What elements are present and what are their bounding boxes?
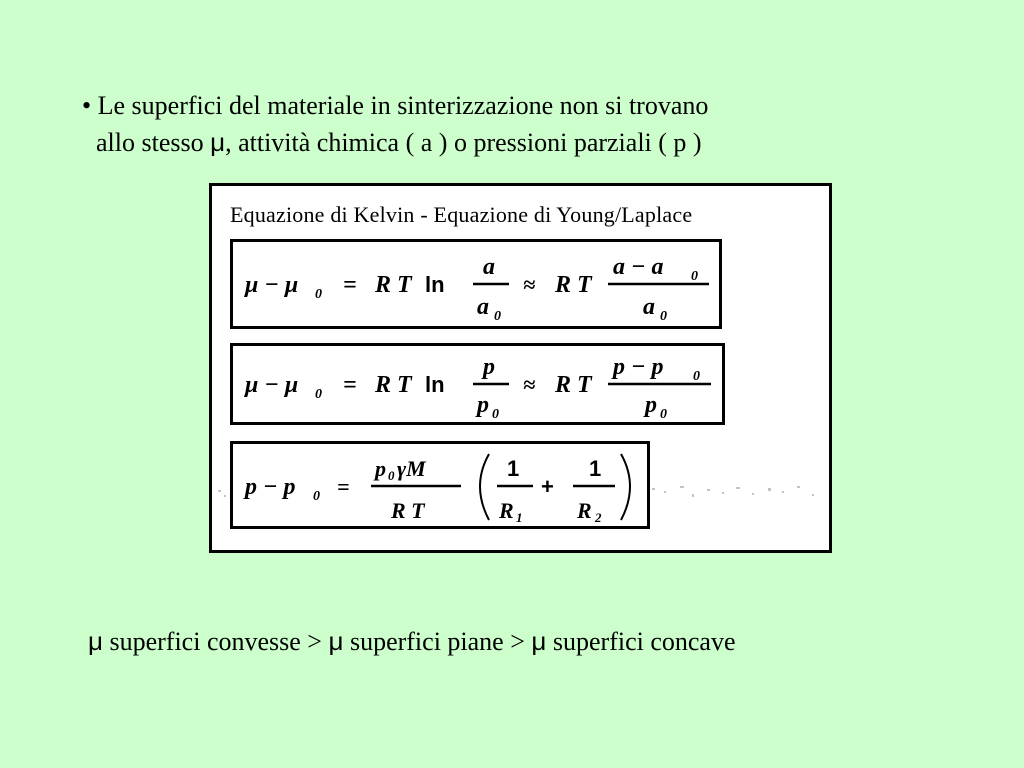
eq2-den: p: [477, 392, 489, 418]
eq3-r2: R: [577, 498, 592, 523]
eq3-r2-sub: 2: [595, 510, 602, 525]
eq1-den2-sub: 0: [660, 309, 667, 324]
eq1-num: a: [483, 254, 495, 280]
bullet-text: [82, 88, 708, 161]
bullet-line1-text: Le superfici del materiale in sinterizzazione non si trovano: [97, 91, 709, 120]
eq1-num2-sub: 0: [691, 269, 698, 284]
right-paren: [621, 454, 630, 520]
equations-figure: [209, 183, 832, 553]
eq2-lhs-sub: 0: [315, 387, 322, 402]
footer-text-1: superfici convesse >: [102, 627, 329, 656]
eq2-num2: p − p: [613, 354, 664, 380]
eq1-rt: R T: [375, 272, 412, 298]
equation-3-svg: [233, 444, 647, 526]
eq2-lhs: μ − μ: [245, 372, 299, 398]
eq3-num-rest: γM: [397, 456, 426, 481]
eq1-den: a: [477, 294, 489, 320]
left-paren: [480, 454, 489, 520]
eq3-r1-sub: 1: [516, 510, 523, 525]
eq3-den: R T: [391, 498, 425, 523]
mu-symbol-1: μ: [88, 626, 103, 656]
eq2-approx: ≈: [523, 372, 536, 397]
eq2-den-sub: 0: [492, 407, 499, 422]
kelvin-equation-activity: [230, 239, 722, 329]
eq3-num: p: [375, 456, 386, 481]
eq2-num2-sub: 0: [693, 369, 700, 384]
eq1-lhs-sub: 0: [315, 287, 322, 302]
eq2-ln: ln: [425, 372, 445, 397]
footer-text-2: superfici piane >: [343, 627, 532, 656]
mu-symbol-2: μ: [328, 626, 344, 656]
eq3-lhs-sub: 0: [313, 489, 320, 504]
mu-symbol-3: μ: [531, 626, 547, 656]
figure-title: Equazione di Kelvin - Equazione di Young/Laplace: [230, 202, 693, 227]
bullet-line2-pre: allo stesso: [96, 128, 204, 157]
eq2-equals: =: [343, 372, 357, 398]
eq3-num-sub: 0: [388, 468, 395, 483]
eq2-den2-sub: 0: [660, 407, 667, 422]
eq1-den2: a: [643, 294, 655, 320]
eq1-num2: a − a: [613, 254, 664, 280]
eq2-rt2: R T: [555, 372, 592, 398]
bullet-line2-post: , attività chimica ( a ) o pressioni parziali ( p ): [225, 128, 702, 157]
eq3-plus: +: [541, 474, 554, 499]
kelvin-equation-pressure: [230, 343, 725, 425]
bullet-symbol: •: [82, 91, 92, 120]
eq3-equals: =: [337, 474, 350, 499]
eq3-one-b: 1: [589, 456, 602, 481]
eq1-den-sub: 0: [494, 309, 501, 324]
eq1-ln: ln: [425, 272, 445, 297]
equation-2-svg: [233, 346, 722, 422]
young-laplace-equation: [230, 441, 650, 529]
eq3-lhs: p − p: [245, 474, 296, 500]
mu-symbol: μ: [210, 127, 226, 157]
eq2-rt: R T: [375, 372, 412, 398]
eq1-equals: =: [343, 272, 357, 298]
equation-1-svg: [233, 242, 719, 326]
footer-text-3: superfici concave: [546, 627, 736, 656]
eq2-den2: p: [645, 392, 657, 418]
eq3-one-a: 1: [507, 456, 520, 481]
eq1-lhs: μ − μ: [245, 272, 299, 298]
eq1-approx: ≈: [523, 272, 536, 297]
eq2-num: p: [483, 354, 495, 380]
eq3-r1: R: [499, 498, 514, 523]
bullet-line-1: [82, 88, 708, 124]
mu-comparison: [88, 626, 736, 657]
eq1-rt2: R T: [555, 272, 592, 298]
bullet-line-2: [82, 124, 708, 161]
